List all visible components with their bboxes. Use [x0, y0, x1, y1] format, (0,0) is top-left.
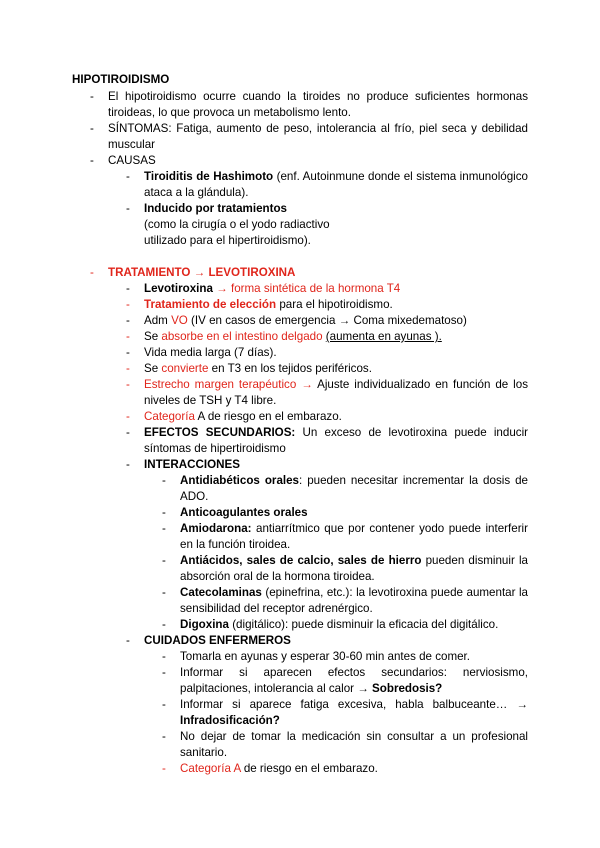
bullet-dash: - [90, 154, 94, 167]
efectos-label: EFECTOS SECUNDARIOS: [144, 426, 296, 439]
ayunas-text: Tomarla en ayunas y esperar 30-60 min antes de comer. [180, 650, 470, 663]
interacciones-heading: INTERACCIONES [144, 458, 240, 471]
cuidado-no-dejar [162, 729, 528, 761]
bullet-dash: - [90, 266, 94, 279]
bullet-dash: - [126, 362, 130, 375]
conversion-item [126, 361, 528, 377]
bullet-dash: - [162, 506, 166, 519]
causa-inducido [126, 201, 528, 249]
document-title: HIPOTIROIDISMO [72, 73, 170, 86]
adm-vo: VO [171, 314, 188, 327]
bullet-dash: - [162, 730, 166, 743]
antidiab-desc: : pueden necesitar incrementar la dosis de ADO. [180, 474, 528, 503]
levotiroxina-label: Levotiroxina [144, 282, 213, 295]
abs-prefix: Se [144, 330, 162, 343]
bullet-dash: - [126, 458, 130, 471]
no-dejar-text: No dejar de tomar la medicación sin consultar a un profesional sanitario. [180, 730, 528, 759]
bullet-dash: - [162, 618, 166, 631]
inducido-label: Inducido por tratamientos [144, 202, 287, 215]
margen-item [126, 377, 529, 409]
bullet-dash: - [162, 650, 166, 663]
digox-label: Digoxina [180, 618, 229, 631]
categoria-desc: A de riesgo en el embarazo. [194, 410, 342, 423]
bullet-dash: - [126, 314, 130, 327]
bullet-dash: - [162, 586, 166, 599]
levotiroxina-item [126, 281, 528, 297]
interaccion-antiacidos [162, 553, 528, 585]
inducido-line2: (como la cirugía o el yodo radiactivo [144, 218, 330, 231]
bullet-dash: - [162, 474, 166, 487]
cuidado-ayunas [162, 649, 528, 665]
infradosificacion-label: Infradosificación? [180, 714, 280, 727]
levotiroxina-desc: → forma sintética de la hormona T4 [212, 282, 401, 295]
cuidados-item [126, 633, 528, 649]
interaccion-digoxina [162, 617, 528, 633]
conv-desc: en T3 en los tejidos periféricos. [208, 362, 372, 375]
eleccion-label: Tratamiento de elección [144, 298, 277, 311]
bullet-dash: - [90, 122, 94, 135]
eleccion-item [126, 297, 528, 313]
hashimoto-label: Tiroiditis de Hashimoto [144, 170, 274, 183]
interaccion-antidiabeticos [162, 473, 528, 505]
tratamiento-heading: TRATAMIENTO → LEVOTIROXINA [108, 266, 296, 279]
categoria-red: Categoría [144, 410, 195, 423]
sintomas-text: SÍNTOMAS: Fatiga, aumento de peso, intolerancia al frío, piel seca y debilidad muscular [108, 122, 528, 151]
eleccion-desc: para el hipotiroidismo. [276, 298, 393, 311]
definition-item [90, 89, 528, 121]
margen-desc: Ajuste individualizado en función de los niveles de TSH y T4 libre. [144, 378, 529, 407]
bullet-dash: - [126, 634, 130, 647]
bullet-dash: - [162, 762, 166, 775]
bullet-dash: - [126, 298, 130, 311]
cateco-label: Catecolaminas [180, 586, 262, 599]
cuidado-categoria-desc: de riesgo en el embarazo. [240, 762, 378, 775]
definition-text: El hipotiroidismo ocurre cuando la tiroides no produce suficientes hormonas tiroideas, lo que provoca un metabolismo lento. [108, 90, 528, 119]
bullet-dash: - [126, 426, 130, 439]
causas-item [90, 153, 528, 169]
hashimoto-desc: (enf. Autoinmune donde el sistema inmunológico ataca a la glándula). [144, 170, 528, 199]
bullet-dash: - [126, 282, 130, 295]
efectos-desc: Un exceso de levotiroxina puede inducir síntomas de hipertiroidismo [144, 426, 529, 455]
absorcion-item [126, 329, 528, 345]
antiac-desc: pueden disminuir la absorción oral de la hormona tiroidea. [180, 554, 528, 583]
vida-media-text: Vida media larga (7 días). [144, 346, 277, 359]
categoria-item [126, 409, 528, 425]
bullet-dash: - [90, 90, 94, 103]
sobredosis-label: Sobredosis? [372, 682, 443, 695]
sintomas-item [90, 121, 528, 153]
conv-prefix: Se [144, 362, 162, 375]
antidiab-label: Antidiabéticos orales [180, 474, 300, 487]
amio-label: Amiodarona: [180, 522, 252, 535]
adm-desc: (IV en casos de emergencia → Coma mixedematoso) [187, 314, 467, 327]
bullet-dash: - [126, 202, 130, 215]
interaccion-catecolaminas [162, 585, 528, 617]
interaccion-amiodarona [162, 521, 528, 553]
administracion-item [126, 313, 528, 329]
cuidado-categoria-red: Categoría A [180, 762, 241, 775]
bullet-dash: - [126, 330, 130, 343]
margen-red: Estrecho margen terapéutico → [144, 378, 313, 391]
bullet-dash: - [162, 522, 166, 535]
cuidado-categoria [162, 761, 528, 777]
bullet-dash: - [162, 666, 166, 679]
amio-desc: antiarrítmico que por contener yodo puede interferir en la función tiroidea. [180, 522, 528, 551]
bullet-dash: - [126, 378, 130, 391]
antiac-label: Antiácidos, sales de calcio, sales de hierro [180, 554, 422, 567]
cuidado-fatiga [162, 697, 528, 729]
abs-red: absorbe en el intestino delgado [161, 330, 323, 343]
adm-prefix: Adm [144, 314, 172, 327]
bullet-dash: - [162, 698, 166, 711]
cuidado-efectos [162, 665, 528, 697]
bullet-dash: - [162, 554, 166, 567]
abs-underline: (aumenta en ayunas ). [325, 330, 442, 343]
tratamiento-item [90, 265, 528, 281]
causas-text: CAUSAS [108, 154, 156, 167]
causa-hashimoto [126, 169, 528, 201]
efectos-item [126, 425, 529, 457]
interacciones-item [126, 457, 528, 473]
inducido-line3: utilizado para el hipertiroidismo). [144, 234, 311, 247]
digox-desc: (digitálico): puede disminuir la eficacia del digitálico. [228, 618, 499, 631]
bullet-dash: - [126, 170, 130, 183]
conv-red: convierte [161, 362, 209, 375]
efectos-informar: Informar si aparecen efectos secundarios: nerviosismo, palpitaciones, intolerancia al calor → [180, 666, 528, 695]
cateco-desc: (epinefrina, etc.): la levotiroxina puede aumentar la sensibilidad del receptor adrenérgico. [180, 586, 528, 615]
cuidados-heading: CUIDADOS ENFERMEROS [144, 634, 291, 647]
fatiga-informar: Informar si aparece fatiga excesiva, habla balbuceante… → [180, 698, 528, 711]
anticoag-label: Anticoagulantes orales [180, 506, 308, 519]
bullet-dash: - [126, 346, 130, 359]
bullet-dash: - [126, 410, 130, 423]
vida-media-item [126, 345, 528, 361]
interaccion-anticoagulantes [162, 505, 528, 521]
